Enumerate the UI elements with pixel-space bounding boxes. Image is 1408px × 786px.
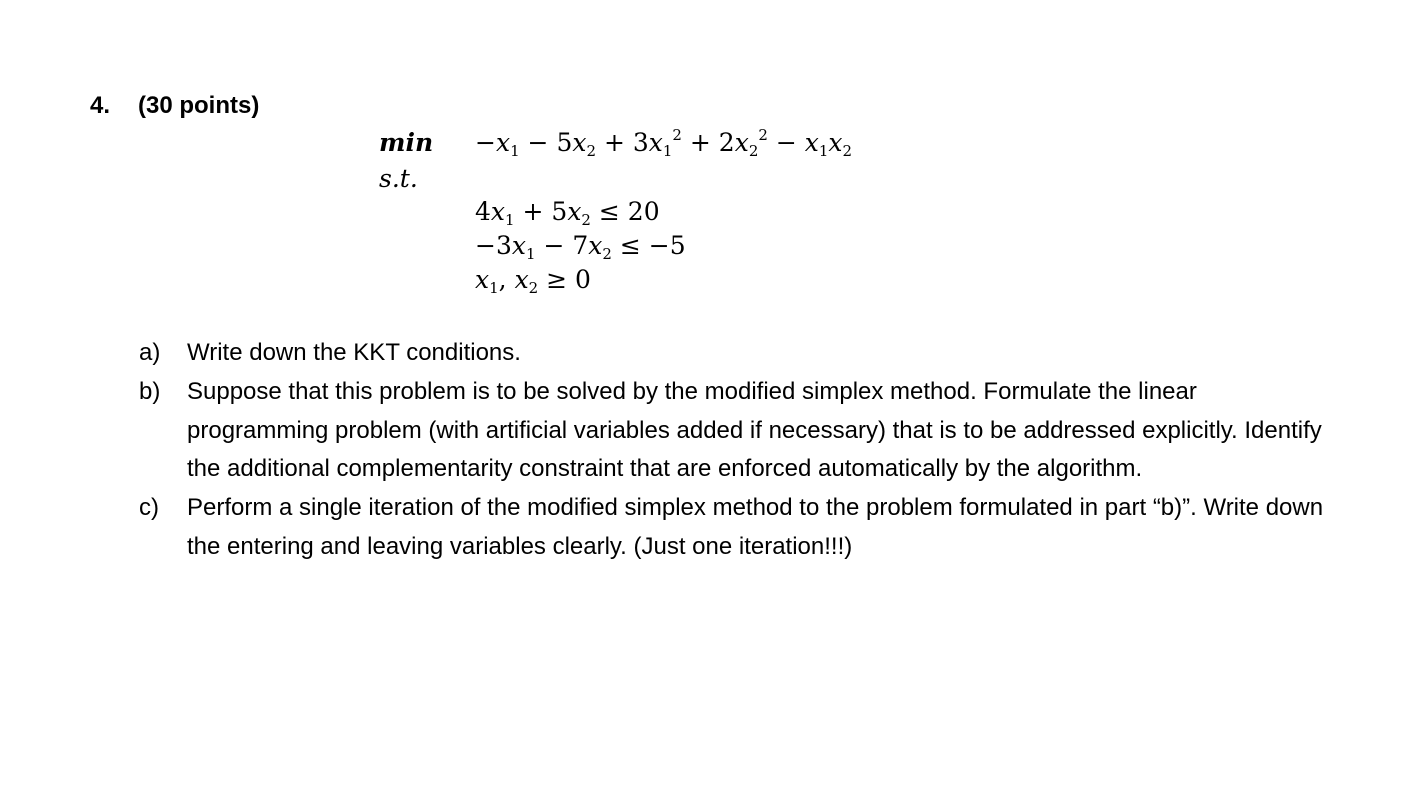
- constraint-2: $-3x_1 - 7x_2 \le -5$: [475, 231, 686, 263]
- min-label: min: [379, 128, 434, 157]
- question-header: [90, 92, 259, 120]
- item-label: a): [139, 339, 161, 366]
- sub-question-list: [139, 334, 1339, 567]
- item-label: c): [139, 494, 159, 522]
- item-text: Write down the KKT conditions.: [187, 339, 521, 366]
- item-label: b): [139, 377, 161, 405]
- item-text: Suppose that this problem is to be solved by the modified simplex method. Formulate the linear programming problem (with artificial variables added if necessary) that is to be addressed explicitly. Identify the additional complementarity constraint that are enforced automatically by the algorithm.: [187, 377, 1322, 483]
- sub-question-b: [139, 373, 1339, 489]
- question-number: 4.: [90, 92, 111, 119]
- sub-question-a: [139, 334, 1339, 373]
- constraint-1: $4x_1 + 5x_2 \le 20$: [475, 197, 660, 229]
- item-text: Perform a single iteration of the modified simplex method to the problem formulated in part “b)”. Write down the entering and leaving variables clearly. (Just one iteration!!!): [187, 494, 1324, 560]
- sub-question-c: [139, 489, 1339, 567]
- objective-function: $-x_1 - 5x_2 + 3x_1^2 + 2x_2^2 - x_1x_2$: [475, 126, 853, 160]
- subject-to-label: s.t.: [379, 164, 418, 193]
- question-points: (30 points): [138, 92, 260, 119]
- constraint-nonnegativity: $x_1$, $x_2 \ge 0$: [475, 265, 591, 297]
